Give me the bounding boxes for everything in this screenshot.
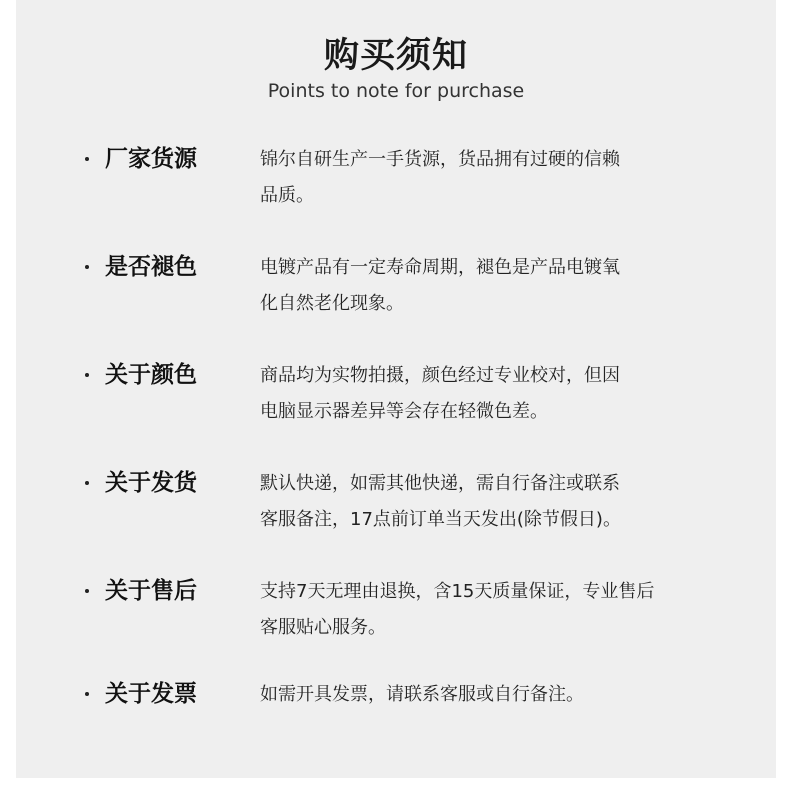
note-description	[260, 250, 700, 322]
note-line: 品质。	[260, 185, 314, 206]
bullet-dot-icon	[85, 373, 89, 377]
note-line: 如需开具发票，请联系客服或自行备注。	[260, 684, 584, 705]
note-line: 锦尔自研生产一手货源，货品拥有过硬的信赖	[260, 149, 620, 170]
note-line: 默认快递，如需其他快递，需自行备注或联系	[260, 473, 620, 494]
note-label: 关于颜色	[105, 362, 197, 388]
note-description	[260, 142, 700, 214]
note-label: 厂家货源	[105, 146, 197, 172]
page-subtitle: Points to note for purchase	[267, 80, 525, 102]
purchase-notes-panel	[16, 0, 776, 778]
note-line: 电镀产品有一定寿命周期，褪色是产品电镀氧	[260, 257, 620, 278]
note-description	[260, 574, 700, 646]
note-description	[260, 358, 700, 430]
bullet-dot-icon	[85, 157, 89, 161]
note-label: 关于发货	[105, 470, 197, 496]
note-line: 化自然老化现象。	[260, 293, 404, 314]
page-title: 购买须知	[323, 36, 468, 76]
note-label: 关于发票	[105, 681, 197, 707]
bullet-dot-icon	[85, 481, 89, 485]
note-description	[260, 677, 700, 713]
note-description	[260, 466, 700, 538]
bullet-dot-icon	[85, 692, 89, 696]
note-label: 关于售后	[105, 578, 197, 604]
note-line: 支持7天无理由退换，含15天质量保证，专业售后	[260, 581, 655, 602]
note-line: 客服备注，17点前订单当天发出(除节假日)。	[260, 509, 621, 530]
note-line: 商品均为实物拍摄，颜色经过专业校对，但因	[260, 365, 620, 386]
note-line: 电脑显示器差异等会存在轻微色差。	[260, 401, 548, 422]
bullet-dot-icon	[85, 589, 89, 593]
note-label: 是否褪色	[105, 254, 197, 280]
note-line: 客服贴心服务。	[260, 617, 386, 638]
bullet-dot-icon	[85, 265, 89, 269]
